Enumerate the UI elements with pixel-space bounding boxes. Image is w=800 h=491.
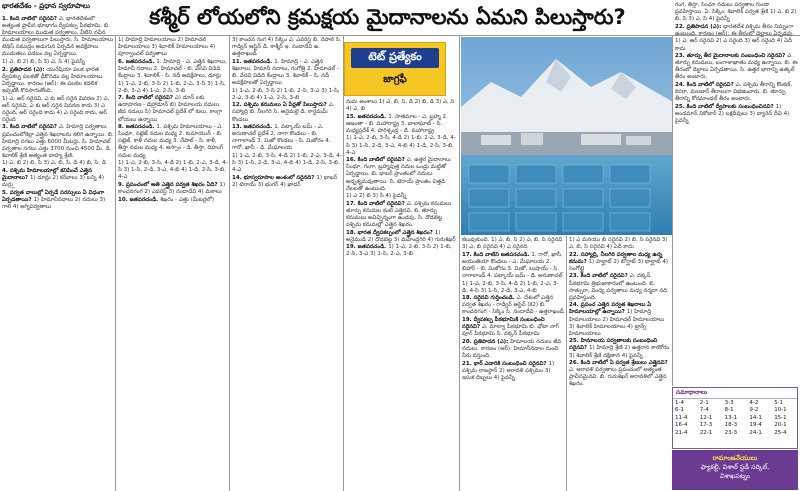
answer-cell: 21-4 xyxy=(675,429,688,436)
question-body: 1) 1-ఎ, 2-బి, 3-సి 2) 1-బి, 2-సి, 3-ఎ 3) 1-సి, 2-ఎ, 3-బి 4) 1-ఎ, 2-సి, 3-బి xyxy=(232,87,340,101)
question-text: 15. జతపరచండి. xyxy=(346,113,389,120)
question-item xyxy=(675,104,798,125)
question-body: 1. సాతమాల - ఎ. బ్రహ్మ 2. ఆజంతా - బి. మహారాష్ట్ర 3. బాలాఘాట్ - సి. మధ్యప్రదేశ్ 4. హరిశ్చంద్ర - డి. మహారాష్ట్ర xyxy=(346,113,448,134)
question-item xyxy=(118,124,228,159)
author-box xyxy=(672,450,798,490)
question-text: 9. ప్రపంచంలో అతి ఎత్తైన పర్వత శిఖరం ఏది? xyxy=(118,181,220,188)
question-body: ఎ. మాల్వా పీఠభూమి బి. ఛోటా నాగ్ పూర్ పీఠభూమి సి. దక్కన్ పీఠభూమి xyxy=(462,324,559,338)
answer-cell: 23-3 xyxy=(724,429,738,436)
question-item xyxy=(2,168,114,189)
question-body: 1) 1-ఎ, 2-బి, 3-సి, 4-డి 2) 1-బి, 2-ఎ, 3-డి, 4-సి 3) 1-సి, 2-డి, 3-ఎ, 4-బి 4) 1-డి, 2-సి, 3-బి, 4-ఎ xyxy=(232,153,342,174)
question-item xyxy=(232,88,342,102)
question-body: 1) ఎ, బి 2) బి, సి 3) ఎ, బి, సి, డి 4) బి, సి, డి xyxy=(2,160,106,167)
question-item xyxy=(2,16,114,59)
himalaya-landscape-photo xyxy=(461,37,673,235)
question-text: 21. థార్ ఎడారికి సంబంధించి సరైనవి? xyxy=(462,360,549,367)
answer-cell: 12-1 xyxy=(699,414,713,421)
question-body: 1) హిమాద్రి హిమాలయాలు 2) హిమాచల్ హిమాలయాలు 3) శివాలిక్ హిమాలయాలు 4) ట్రాన్స్ హిమాలయాలు xyxy=(569,309,665,337)
question-body: ఎ. తూర్పు కనుమలు, బంగాళాఖాతం మధ్య ఉన్నాయి. బి. ఈ తీరంలో డెల్టాలు ఏర్పడతాయి. సి. ఉత్తర భాగాన్ని ఉత్కల్ తీరం అంటారు. xyxy=(675,53,798,81)
section-label: భారతదేశం - ప్రధాన స్వరూపాలు xyxy=(2,2,90,10)
question-column-2 xyxy=(118,37,228,490)
question-body: ఎ. పశ్చిమ కనుమలు తూర్పు కనుమల కంటే ఎత్తైనవి. బి. తూర్పు కనుమలు అవిచ్ఛిన్నంగా ఉండవు. సి. దొడబెట్ట పశ్చిమ కనుమల్లో ఎత్తైన శిఖరం. xyxy=(346,200,452,229)
question-body: ఎ. అరావళి పర్వతాలు ప్రపంచంలో అత్యంత ప్రాచీనమైనవి. బి. గురుశిఖర్ అరావళిలో ఎత్తైన శిఖరం. xyxy=(569,367,667,388)
question-text: 17. కింది వాటిని జతపరచండి. xyxy=(462,251,532,258)
question-item xyxy=(2,96,114,124)
question-body: ఎ. భారతదేశంలో అత్యంత ప్రాచీన భూభాగం ద్వీపకల్ప పీఠభూమి. బి. హిమాలయాలు ముడుత పర్వతాలు, వీటిని నవీన ముడుత పర్వతాలుగా పిలుస్తారు. సి. హిమాలయాలు టెథిస్ సముద్రం అడుగున ఏర్పడిన అవక్షేపాలు ముడుతలు పడటం వల్ల ఏర్పడ్డాయి. xyxy=(2,16,114,58)
answer-cell: 4-2 xyxy=(749,399,759,406)
question-text: 12. పశ్చిమ కనుమలు ఏ పేర్లతో పిలుస్తారు? xyxy=(232,102,329,109)
question-body: 1) 1-ఎ, 2-బి, 3-సి, 4-డి 2) 1-బి, 2-ఎ, 3-డి, 4-సి 3) 1-సి, 2-డి, 3-ఎ, 4-బి 4) 1-డి, 2-సి, 3-బి, 4-ఎ xyxy=(118,160,228,181)
question-body: 1) 1-ఎ, 2-బి, 3-సి 2) 1-బి, 2-ఎ, 3-సి 3) 1-సి, 2-బి, 3-ఎ 4) 1-ఎ, 2-సి, 3-బి xyxy=(118,80,226,94)
author-city: విశాఖపట్నం xyxy=(719,472,751,480)
question-body: 1) పశ్చిమ రాజస్థాన్ 2) అరావళి పశ్చిమం 3) ఇసుక దిబ్బలు 4) పైవన్నీ xyxy=(462,360,555,381)
question-text: 24. కింది వాటిలో సరైనవి? xyxy=(675,82,736,89)
question-body: 1) కాంచనగంగ 2) ఎవరెస్ట్ 3) నందాదేవి 4) మకాలు xyxy=(118,181,226,195)
question-body: 1) ఎ, బి 2) బి, సి 3) ఎ, సి 4) పైవన్నీ xyxy=(2,59,85,66)
question-item xyxy=(675,53,798,81)
question-body: 1) హిమాద్రి శ్రేణి 2) ఉత్తరాన కారకోరం 3) శివాలిక్ శ్రేణి దక్షిణాన 4) పైవన్నీ xyxy=(569,345,670,359)
question-column-4 xyxy=(346,99,458,490)
answer-cell: 19-4 xyxy=(749,422,762,429)
answer-cell: 3-3 xyxy=(724,399,734,406)
answer-cell: 13-1 xyxy=(724,414,738,421)
badge-title: టెట్ ప్రత్యేకం xyxy=(351,48,439,68)
landscape-illustration xyxy=(461,37,673,235)
question-body: ఎ. సహ్యాద్రి బి. నీలగిరి సి. అనైమలై డి. కార్డమమ్ కొండలు xyxy=(232,102,335,123)
question-item xyxy=(346,244,458,258)
question-text: 13. జతపరచండి. xyxy=(232,124,275,131)
question-body: ఎ. ఉత్తర మైదానాలు సింధూ, గంగా, బ్రహ్మపుత్ర నదుల ఒండ్రు మట్టితో ఏర్పడ్డాయి. బి. భాబర్ ప్రాంతంలో నదులు అదృశ్యమవుతాయి. సి. టెరాయ్ ప్రాంతం చిత్తడి నేలలతో ఉంటుంది. xyxy=(346,157,451,192)
question-item xyxy=(569,273,671,301)
question-item xyxy=(346,201,458,229)
question-text: 16. కింది వాటిలో సరైనవి? xyxy=(346,157,407,164)
question-body: 1) అండమాన్ నికోబార్ 2) లక్షదీవులు 3) బ్యారెన్ దీవి 4) పైవన్నీ xyxy=(675,103,790,124)
question-text: 8. జతపరచండి. xyxy=(118,124,157,131)
question-item xyxy=(2,124,114,159)
column-divider xyxy=(115,36,116,491)
question-item xyxy=(118,197,228,204)
question-item xyxy=(569,252,671,273)
question-item xyxy=(232,175,342,189)
question-item xyxy=(346,99,458,113)
question-item xyxy=(2,190,114,211)
question-body: 1. హిమాద్రి - ఎ. ఎత్తైన శిఖరాలు, హిమానీ నదాలు, గంగోత్రి 2. హిమాచల్ - బి. వేసవి విడిది కేంద్రాలు 3. శివాలిక్ - సి. నదీ అవక్షేపాలతో ఏర్పడ్డాయి xyxy=(232,58,339,87)
answers-table xyxy=(672,387,798,449)
answer-cell: 6-1 xyxy=(675,407,684,414)
question-text: 26. కింది వాటిలో ఏ పర్వత శ్రేణులు ఎత్తైనవి? xyxy=(569,360,668,367)
question-item xyxy=(675,38,798,52)
question-text: 14. భూస్వరూపాల అంశంలో సరైనది? xyxy=(232,174,317,181)
question-body: ఎ. దక్కన్ పీఠభూమి త్రిభుజాకారంలో ఉంటుంది. బి. సాత్పురా, వింధ్య పర్వతాలు మధ్య నర్మదా నది ప్రవహిస్తుంది. xyxy=(569,273,668,301)
question-item xyxy=(232,59,342,87)
column-divider xyxy=(229,36,230,491)
answers-row xyxy=(673,399,797,407)
question-text: 3. కింది వాటిలో సరైనవి? xyxy=(2,124,59,131)
question-body: 1) డూన్లు 2) కరేవాలు 3) బన్ని 4) మర్గ్లు xyxy=(2,175,104,189)
question-body: ఎ. హిమాద్రి పర్వతాలు ప్రపంచంలోకెల్లా ఎత్తైన శిఖరాలను కలిగి ఉన్నాయి. బి. హిమాద్రి సగటు ఎత్తు 6000 మీటర్లు. సి. హిమాచల్ పర్వతాల సగటు ఎత్తు 3700 నుంచి 4500 మీ. డి. శివాలిక్ శ్రేణి అత్యంత బాహ్య శ్రేణి. xyxy=(2,124,114,159)
question-item xyxy=(2,59,114,66)
author-name: రామాంజనేయులు xyxy=(712,454,758,462)
column-divider xyxy=(459,36,460,491)
question-text: 18. భారత ద్వీపకల్పంలో ఎత్తైన శిఖరం? xyxy=(346,229,435,236)
answer-cell: 1-4 xyxy=(675,399,684,406)
question-body: 1. గారో, ఖాసీ, జయంతియా కొండలు - ఎ. మేఘాలయ 2. బిహార్ - బి. మిజోరం 3. మిజో, లుషాయ్ - సి. నాగాలాండ్ 4. పట్కాయ్ బమ్ - డి. అరుణాచల్ xyxy=(462,251,563,279)
question-body: 1) 1-ఎ, 2-బి, 3-సి 2) 1-బి, 2-సి, 3-ఎ 3) 1-సి, 2-ఎ, 3-బి xyxy=(346,244,452,258)
question-body: 1. పశ్చిమ హిమాలయాలు - ఎ. సింధూ, సట్లెజ్ నదుల మధ్య 2. కుమాయున్ - బి. సట్లెజ్, కాళీ నదుల మధ్య 3. నేపాల్ - సి. కాళీ, తీస్తా నదుల మధ్య 4. అస్సాం - డి. తీస్తా, దిహంగ్ నదుల మధ్య xyxy=(118,124,224,159)
question-text: 22. సహ్యాద్రి, నీలగిరి పర్వతాల మధ్య ఉన్న కనుమ? xyxy=(569,251,663,265)
question-body: 1. హిమాద్రి - ఎ. ఎత్తైన శిఖరాలు, హిమానీ నదాలు 2. హిమాచల్ - బి. వేసవి విడిది కేంద్రాలు 3. శివాలిక్ - సి. నదీ అవక్షేపాలు, డూన్లు xyxy=(118,58,227,79)
answer-cell: 10-1 xyxy=(774,407,787,414)
question-item xyxy=(675,2,798,23)
answer-cell: 24-1 xyxy=(749,429,762,436)
question-item xyxy=(569,237,671,251)
question-item xyxy=(346,157,458,192)
question-text: 19. జతపరచండి. xyxy=(346,244,389,251)
question-item xyxy=(346,114,458,135)
question-column-7 xyxy=(675,2,798,385)
question-body: 1) 1-ఎ, 2-బి, 3-సి, 4-డి 2) 1-బి, 2-ఎ, 3-డి, 4-సి 3) 1-సి, 2-డి, 3-ఎ, 4-బి 4) 1-డి, 2-సి, 3-బి, 4-ఎ xyxy=(346,135,456,156)
question-body: గంగ, తీస్తా, సింధూ నదులు పర్వతాల గుండా ప్రవహిస్తాయి. ఏ. సిక్కిం. శివాలిక్ పర్వత శ్రేణి 1) ఎ, బి 2) బి, సి 3) ఎ, సి 4) పైవన్నీ xyxy=(675,2,797,23)
question-text: 6. జతపరచండి. xyxy=(118,58,157,65)
question-text: 4. పశ్చిమ హిమాలయాల్లో కనిపించే ఎత్తైన మైదానాలు? xyxy=(2,167,92,182)
answers-row xyxy=(673,414,797,422)
question-body: 1. పట్కాయ్ బమ్ - ఎ. అరుణాచల్ ప్రదేశ్ 2. నాగా కొండలు - బి. నాగాలాండ్ 3. మిజో కొండలు - సి. మిజోరం 4. గారో, ఖాసీ - డి. మేఘాలయ xyxy=(232,124,331,152)
question-column-3 xyxy=(232,37,342,490)
question-item xyxy=(462,295,564,316)
question-text: 10. జతపరచండి. xyxy=(118,196,161,203)
answer-cell: 20-1 xyxy=(774,422,787,429)
question-text: 7. కింది వాటిలో సరైనవి? xyxy=(118,95,175,102)
answer-cell: 11-4 xyxy=(675,414,688,421)
question-text: 19. ద్వీపకల్ప పీఠభూమికి సంబంధించి సరైనవి? xyxy=(462,317,545,331)
question-column-6 xyxy=(569,237,671,490)
question-body: 1) భాబర్ 2) టెరాయ్ 3) భంగర్ 4) ఖాదర్ xyxy=(232,174,338,188)
question-text: 22. ప్రతిపాదన (ఎ): xyxy=(675,23,724,30)
question-item xyxy=(118,37,228,58)
question-item xyxy=(118,160,228,181)
question-body: శిఖరం - ఎత్తు (మీటర్లలో) xyxy=(160,196,215,203)
question-text: 25. హిమాలయ పర్వతాలకు సంబంధించి సరైనవి? xyxy=(569,338,658,352)
answer-cell: 7-4 xyxy=(699,407,709,414)
answer-cell: 25-4 xyxy=(774,429,787,436)
answer-cell: 18-3 xyxy=(724,422,738,429)
question-item xyxy=(675,24,798,38)
question-column-1 xyxy=(2,16,114,490)
question-body: 1) హిమానీనదాలు 2) నదులు 3) గాలి 4) అగ్నిపర్వతాలు xyxy=(2,196,106,210)
question-body: భారతదేశ పశ్చిమ తీరం నిమ్నంగా ఉంటుంది. కారణం (ఆర్): ఈ తీరంలో డెల్టాలు ఏర్పడవు. xyxy=(675,23,795,37)
question-body: ఎ. దేశంలో ఎత్తైన పర్వత శిఖరం - గాడ్విన్ ఆస్టిన్ (కె2) బి. కాంచనగంగ - సిక్కిం సి. నందాదేవి - ఉత్తరాఖండ్ xyxy=(462,295,564,316)
answer-cell: 17-3 xyxy=(699,422,713,429)
question-body: 1) ఎ మరియు బి సరైనవి 2) బి, సి సరైనవి 3) ఎ, బి, సి సరైనవి 4) ఏదీ కాదు xyxy=(569,237,668,251)
question-body: 1) ఎ, ఆర్ సరైనవి, ఎ కు ఆర్ సరైన వివరణ 2) ఎ, ఆర్ సరైనవి, ఎ కు ఆర్ సరైన వివరణ కాదు 3) ఎ సరైంది, ఆర్ సరైంది కాదు 4) ఎ సరైంది కాదు, ఆర్ సరైంది xyxy=(2,95,110,123)
question-item xyxy=(462,281,564,295)
answers-grid xyxy=(673,399,797,437)
question-text: 18. సరైనవి గుర్తించండి. xyxy=(462,295,517,302)
question-item xyxy=(346,135,458,156)
tet-special-badge xyxy=(344,42,446,96)
question-body: యురేషియా పలక భారత ద్వీపకల్ప పలకతో ఢీకొనడం వల్ల హిమాలయాలు ఏర్పడ్డాయి. కారణం (ఆర్): ఈ పలకల కదలిక ఇప్పటికీ కొనసాగుతోంది. xyxy=(2,66,103,94)
question-item xyxy=(462,361,564,382)
question-text: 23. కింది వాటిలో సరైనవి? xyxy=(569,273,630,280)
answer-cell: 14-1 xyxy=(749,414,762,421)
answer-cell: 9-2 xyxy=(749,407,759,414)
question-body: 1) పాల్ఘాట్ 2) బోర్ఘాట్ 3) థాల్ఘాట్ 4) సెంగోట్టై xyxy=(569,258,669,272)
question-body: నుమ అంశాలు 1) ఎ, బి, సి, డి 2) బి, డి 3) ఎ, సి 4) ఎ, బి xyxy=(346,99,455,113)
question-item xyxy=(2,67,114,95)
question-column-5 xyxy=(462,237,564,490)
answers-row xyxy=(673,422,797,430)
question-body: 1) అనైముడి 2) దొడబెట్ట 3) మహేంద్రగిరి 4) గురుశిఖర్ xyxy=(346,229,456,243)
question-item xyxy=(118,95,228,123)
column-divider xyxy=(343,36,344,491)
question-item xyxy=(232,124,342,152)
question-item xyxy=(462,237,564,251)
question-item xyxy=(569,302,671,337)
question-text: 2. ప్రతిపాదన (ఎ): xyxy=(2,66,47,73)
question-item xyxy=(232,102,342,123)
question-text: 23. తూర్పు తీర మైదానాలకు సంబంధించి సరైనవి? xyxy=(675,53,788,60)
answer-cell: 22-1 xyxy=(699,429,713,436)
question-item xyxy=(118,81,228,95)
question-body: ఎ) డూన్ లకు ఉదాహరణ - డెహ్రాడూన్ బి) హిమాలయ నదులు జీవ నదులు సి) హిమాచల్ ప్రదేశ్ లో కులు, కాంగ్రా లోయలు ఉన్నాయి xyxy=(118,95,223,123)
question-item xyxy=(2,160,114,167)
question-item xyxy=(232,153,342,174)
question-item xyxy=(569,338,671,359)
answers-row xyxy=(673,407,797,415)
answer-cell: 15-1 xyxy=(774,414,787,421)
answer-cell: 8-1 xyxy=(724,407,734,414)
question-text: 20. ప్రతిపాదన (ఎ): xyxy=(462,338,511,345)
page-title: కశ్మీర్ లోయలోని క్రమక్షయ మైదానాలను ఏమని పిలుస్తారు? xyxy=(149,5,626,29)
answer-cell: 16-4 xyxy=(675,422,688,429)
question-text: 24. ప్రపంచ ఎత్తైన పర్వత శిఖరాలు ఏ హిమాలయాల్లో ఉన్నాయి? xyxy=(569,302,652,316)
answers-header: సమాధానాలు xyxy=(673,388,797,399)
question-body: ఎ. పశ్చిమ తీరాన్ని కొంకణ్, కెనరా, మలబార్ తీరాలుగా విభజించారు. బి. తూర్పు తీరాన్ని కోరమాండల్ తీరం అంటారు. xyxy=(675,82,793,103)
question-item xyxy=(346,193,458,200)
question-text: 11. జతపరచండి. xyxy=(232,58,275,65)
question-item xyxy=(118,59,228,80)
column-divider xyxy=(566,236,567,491)
answer-cell: 5-1 xyxy=(774,399,784,406)
question-body: కలువుకుంది. 1) ఎ, బి, సి 2) ఎ, బి, సి సరైనవి 3) ఎ, బి సరైనవి 4) ఎ సరైనది xyxy=(462,237,563,251)
answers-row xyxy=(673,429,797,437)
author-affiliation: ఫ్యాకల్టీ, విశాల్ స్టడీ సర్కిల్, xyxy=(700,463,770,471)
question-body: 1) ఎ, ఆర్ సరైనవి 2) ఎ సరైంది 3) ఆర్ సరైంది 4) ఏదీ కాదు xyxy=(675,38,792,52)
question-text: 17. కింది వాటిలో సరైనవి? xyxy=(346,200,407,207)
question-text: 25. కింది వాటిలో ద్వీపాలకు సంబంధించినవి? xyxy=(675,103,776,110)
question-item xyxy=(675,82,798,103)
question-body: 1) 1-ఎ, 2-బి, 3-సి, 4-డి 2) 1-బి, 2-ఎ, 3-డి, 4-సి 3) 1-సి, 2-డి, 3-ఎ, 4-బి xyxy=(462,280,559,294)
question-item xyxy=(462,339,564,360)
badge-subject: జాగ్రఫీ xyxy=(383,74,407,85)
question-item xyxy=(462,252,564,280)
question-item xyxy=(346,230,458,244)
question-body: 3) కాంచన గంగ 4) సిక్కిం ఎ. ఎవరెస్ట్ బి. నేపాల్ సి. గాడ్విన్ ఆస్టిన్ డి. కాశ్మీర్ ఇ. నందాదేవి ఉ. ఉత్తరాఖండ్ xyxy=(232,37,342,58)
question-item xyxy=(569,360,671,388)
question-text: 5. పర్వత వాలుల్లో ఏర్పడే సరస్సులు ఏ విధంగా ఏర్పడతాయి? xyxy=(2,189,105,203)
question-body: 1) హిమాద్రి హిమాలయాలు 2) హిమాచల్ హిమాలయాలు 3) శివాలిక్ హిమాలయాలు 4) పూర్వాంచల్ పర్వతాలు xyxy=(118,37,216,58)
question-text: 1. కింది వాటిలో సరైనవి? xyxy=(2,16,59,22)
answer-cell: 2-1 xyxy=(699,399,709,406)
question-item xyxy=(232,37,342,58)
question-item xyxy=(462,317,564,338)
question-body: 1) ఎ 2) బి 3) సి 4) పైవన్నీ xyxy=(346,193,407,200)
question-body: హిమాలయ నదులు జీవ నదులు. కారణం (ఆర్): హిమానీనదాల నుంచి నీరు వస్తుంది. xyxy=(462,338,562,359)
column-divider xyxy=(672,36,673,386)
question-item xyxy=(118,182,228,196)
